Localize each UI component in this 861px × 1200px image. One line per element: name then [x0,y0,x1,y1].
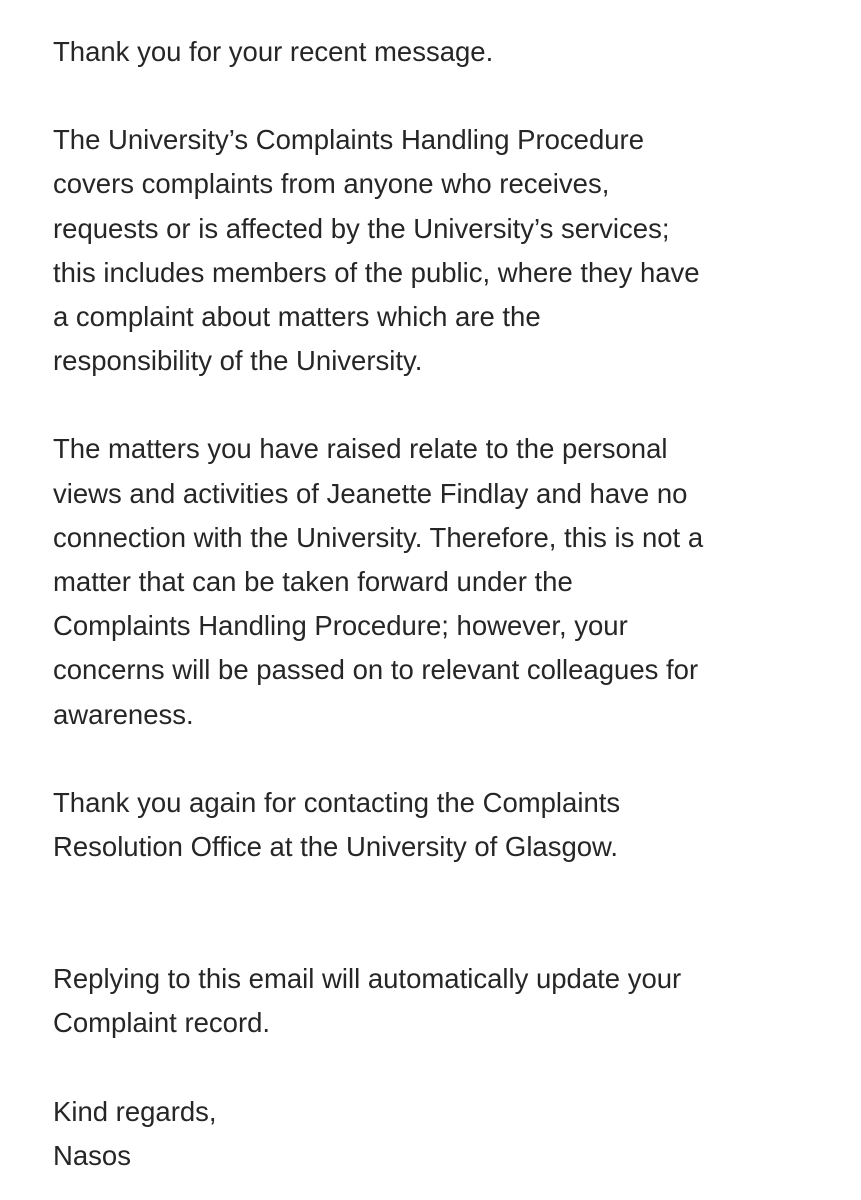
paragraph-spacer [53,74,843,118]
paragraph-line: covers complaints from anyone who receives, [53,168,610,200]
paragraph-line: Complaints Handling Procedure; however, your [53,610,628,642]
paragraph-spacer [53,869,843,957]
email-paragraph-thank-you-again [53,781,843,869]
paragraph-line: Resolution Office at the University of Glasgow. [53,831,619,863]
paragraph-line: Complaint record. [53,1007,271,1039]
paragraph-line: The matters you have raised relate to the personal [53,433,668,465]
email-paragraph-complaints-procedure [53,118,843,383]
paragraph-line: concerns will be passed on to relevant colleagues for [53,654,699,686]
email-body [53,30,843,1178]
paragraph-line: The University’s Complaints Handling Procedure [53,124,645,156]
paragraph-spacer [53,737,843,781]
paragraph-line: this includes members of the public, where they have [53,256,700,288]
paragraph-line: views and activities of Jeanette Findlay and have no [53,477,688,509]
email-greeting: Thank you for your recent message. [53,36,494,67]
email-paragraph-matters-raised [53,427,843,736]
email-closing: Kind regards, [53,1095,217,1127]
paragraph-line: Thank you again for contacting the Complaints [53,786,621,818]
paragraph-line: matter that can be taken forward under the [53,566,573,598]
paragraph-line: connection with the University. Therefore, this is not a [53,521,704,553]
paragraph-line: awareness. [53,698,194,730]
email-signature: Nasos [53,1139,131,1171]
paragraph-line: requests or is affected by the University’s services; [53,212,670,244]
paragraph-spacer [53,1046,843,1090]
paragraph-line: a complaint about matters which are the [53,301,541,333]
paragraph-line: responsibility of the University. [53,345,423,377]
paragraph-spacer [53,383,843,427]
email-paragraph-reply-note [53,957,843,1045]
paragraph-line: Replying to this email will automatically update your [53,963,682,995]
